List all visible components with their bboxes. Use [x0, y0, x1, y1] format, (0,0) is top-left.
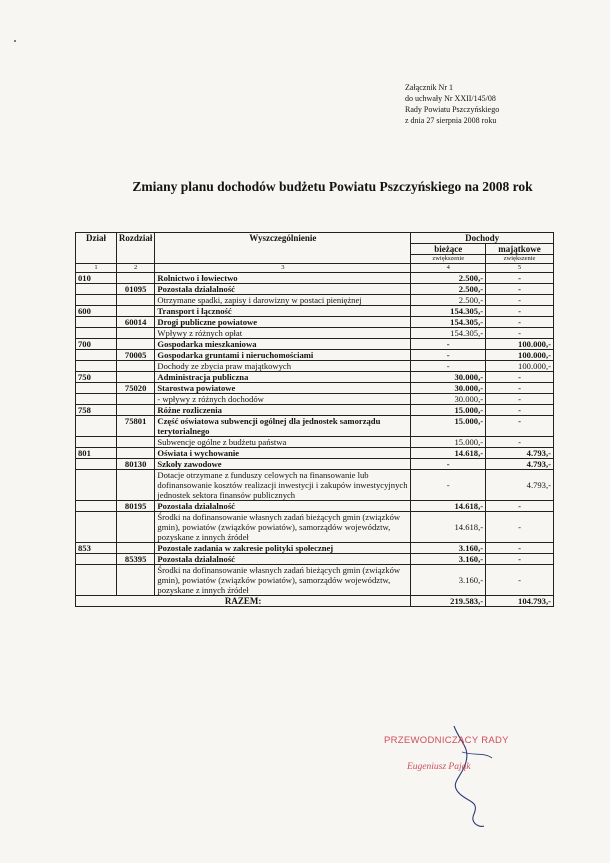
cell-description: Gospodarka gruntami i nieruchomościami	[155, 350, 411, 361]
cell-dzial: 758	[76, 405, 117, 416]
table-row	[76, 372, 554, 383]
cell-biezace: 30.000,-	[411, 394, 486, 405]
column-number: 3	[155, 264, 411, 273]
header-dzial: Dział	[76, 233, 117, 264]
cell-biezace: 30.000,-	[411, 383, 486, 394]
cell-dzial: 750	[76, 372, 117, 383]
table-row	[76, 284, 554, 295]
cell-majatkowe: -	[486, 328, 554, 339]
cell-description: Pozostała działalność	[155, 501, 411, 512]
cell-biezace: 14.618,-	[411, 448, 486, 459]
cell-dzial	[76, 501, 117, 512]
table-row	[76, 437, 554, 448]
cell-rozdzial: 80130	[116, 459, 155, 470]
table-row	[76, 339, 554, 350]
cell-majatkowe: -	[486, 306, 554, 317]
cell-biezace: 15.000,-	[411, 405, 486, 416]
total-label: RAZEM:	[76, 596, 411, 607]
cell-biezace: 154.305,-	[411, 317, 486, 328]
cell-dzial: 853	[76, 543, 117, 554]
cell-description: Dochody ze zbycia praw majątkowych	[155, 361, 411, 372]
cell-rozdzial	[116, 405, 155, 416]
cell-description: Administracja publiczna	[155, 372, 411, 383]
column-number: 4	[411, 264, 486, 273]
cell-biezace: 2.500,-	[411, 284, 486, 295]
scan-speck	[14, 40, 16, 42]
total-majatkowe: 104.793,-	[486, 596, 554, 607]
cell-majatkowe: -	[486, 284, 554, 295]
header-biezace: bieżące	[411, 244, 486, 255]
table-row	[76, 470, 554, 501]
cell-biezace: 15.000,-	[411, 437, 486, 448]
cell-rozdzial	[116, 273, 155, 284]
header-zwiekszenie-majatkowe: zwiększenie	[486, 255, 554, 264]
cell-description: Pozostała działalność	[155, 284, 411, 295]
annex-line: z dnia 27 sierpnia 2008 roku	[405, 116, 497, 125]
table-row	[76, 295, 554, 306]
table-row	[76, 512, 554, 543]
table-row	[76, 328, 554, 339]
table-row	[76, 383, 554, 394]
cell-dzial: 700	[76, 339, 117, 350]
cell-description: Starostwa powiatowe	[155, 383, 411, 394]
table-row	[76, 416, 554, 437]
cell-rozdzial	[116, 512, 155, 543]
cell-dzial	[76, 383, 117, 394]
cell-description: Gospodarka mieszkaniowa	[155, 339, 411, 350]
cell-majatkowe: -	[486, 405, 554, 416]
table-row	[76, 317, 554, 328]
table-row	[76, 565, 554, 596]
cell-majatkowe: -	[486, 512, 554, 543]
header-dochody: Dochody	[411, 233, 554, 244]
cell-biezace: -	[411, 470, 486, 501]
cell-biezace: 2.500,-	[411, 295, 486, 306]
cell-majatkowe: -	[486, 437, 554, 448]
cell-majatkowe: 100.000,-	[486, 350, 554, 361]
annex-line: Rady Powiatu Pszczyńskiego	[405, 105, 500, 114]
cell-rozdzial	[116, 437, 155, 448]
table-row	[76, 554, 554, 565]
cell-dzial	[76, 295, 117, 306]
cell-dzial	[76, 512, 117, 543]
cell-biezace: -	[411, 339, 486, 350]
cell-rozdzial: 80195	[116, 501, 155, 512]
cell-majatkowe: 100.000,-	[486, 361, 554, 372]
table-row	[76, 361, 554, 372]
cell-majatkowe: -	[486, 565, 554, 596]
cell-description: Wpływy z różnych opłat	[155, 328, 411, 339]
cell-biezace: 15.000,-	[411, 416, 486, 437]
cell-dzial	[76, 554, 117, 565]
cell-description: Drogi publiczne powiatowe	[155, 317, 411, 328]
cell-biezace: -	[411, 350, 486, 361]
cell-biezace: 3.160,-	[411, 543, 486, 554]
cell-rozdzial	[116, 372, 155, 383]
cell-dzial: 801	[76, 448, 117, 459]
cell-biezace: 2.500,-	[411, 273, 486, 284]
cell-biezace: 14.618,-	[411, 512, 486, 543]
cell-rozdzial	[116, 328, 155, 339]
cell-rozdzial: 60014	[116, 317, 155, 328]
cell-rozdzial	[116, 306, 155, 317]
cell-biezace: 3.160,-	[411, 554, 486, 565]
table-row	[76, 448, 554, 459]
cell-majatkowe: -	[486, 394, 554, 405]
cell-rozdzial	[116, 295, 155, 306]
header-majatkowe: majątkowe	[486, 244, 554, 255]
cell-biezace: 3.160,-	[411, 565, 486, 596]
annex-line: Załącznik Nr 1	[405, 83, 453, 92]
header-wyszczegolnienie: Wyszczególnienie	[155, 233, 411, 264]
cell-description: Część oświatowa subwencji ogólnej dla jednostek samorządu terytorialnego	[155, 416, 411, 437]
cell-majatkowe: -	[486, 416, 554, 437]
cell-majatkowe: -	[486, 273, 554, 284]
cell-majatkowe: -	[486, 317, 554, 328]
table-row	[76, 459, 554, 470]
cell-rozdzial	[116, 339, 155, 350]
table-row	[76, 306, 554, 317]
cell-rozdzial	[116, 565, 155, 596]
table-row	[76, 394, 554, 405]
cell-dzial	[76, 317, 117, 328]
column-number-row	[76, 264, 554, 273]
table-row	[76, 273, 554, 284]
cell-rozdzial: 01095	[116, 284, 155, 295]
cell-dzial	[76, 328, 117, 339]
cell-rozdzial: 75020	[116, 383, 155, 394]
cell-rozdzial	[116, 394, 155, 405]
cell-description: Różne rozliczenia	[155, 405, 411, 416]
cell-rozdzial: 70005	[116, 350, 155, 361]
cell-dzial	[76, 459, 117, 470]
table-row	[76, 543, 554, 554]
cell-majatkowe: -	[486, 543, 554, 554]
header-rozdzial: Rozdział	[116, 233, 155, 264]
total-row	[76, 596, 554, 607]
cell-description: Dotacje otrzymane z funduszy celowych na finansowanie lub dofinansowanie kosztów realizacji inwestycji i zakupów inwestycyjnych jednostek sektora finansów publicznych	[155, 470, 411, 501]
cell-description: Szkoły zawodowe	[155, 459, 411, 470]
cell-description: Pozostała działalność	[155, 554, 411, 565]
column-number: 2	[116, 264, 155, 273]
cell-rozdzial	[116, 470, 155, 501]
cell-majatkowe: -	[486, 372, 554, 383]
cell-dzial	[76, 350, 117, 361]
cell-description: Pozostałe zadania w zakresie polityki społecznej	[155, 543, 411, 554]
cell-biezace: 30.000,-	[411, 372, 486, 383]
cell-majatkowe: -	[486, 554, 554, 565]
stamp-name: Eugeniusz Pająk	[407, 762, 471, 772]
document-title: Zmiany planu dochodów budżetu Powiatu Pszczyńskiego na 2008 rok	[132, 179, 533, 194]
cell-dzial: 600	[76, 306, 117, 317]
annex-header	[405, 82, 499, 126]
cell-rozdzial	[116, 543, 155, 554]
budget-table	[75, 232, 554, 607]
cell-dzial	[76, 394, 117, 405]
cell-biezace: -	[411, 361, 486, 372]
column-number: 1	[76, 264, 117, 273]
header-row	[76, 233, 554, 244]
total-biezace: 219.583,-	[411, 596, 486, 607]
cell-rozdzial: 85395	[116, 554, 155, 565]
cell-dzial	[76, 470, 117, 501]
table-row	[76, 501, 554, 512]
cell-dzial	[76, 565, 117, 596]
cell-description: Rolnictwo i łowiectwo	[155, 273, 411, 284]
cell-majatkowe: 4.793,-	[486, 459, 554, 470]
cell-rozdzial	[116, 361, 155, 372]
cell-description: Środki na dofinansowanie własnych zadań bieżących gmin (związków gmin), powiatów (związków powiatów), samorządów województw, pozyskane z innych źródeł	[155, 565, 411, 596]
stamp-title: PRZEWODNICZĄCY RADY	[384, 735, 509, 746]
cell-majatkowe: 100.000,-	[486, 339, 554, 350]
cell-majatkowe: -	[486, 295, 554, 306]
column-number: 5	[486, 264, 554, 273]
cell-majatkowe: -	[486, 501, 554, 512]
cell-dzial: 010	[76, 273, 117, 284]
cell-rozdzial	[116, 448, 155, 459]
cell-dzial	[76, 361, 117, 372]
table-body	[76, 273, 554, 596]
cell-biezace: 154.305,-	[411, 306, 486, 317]
table-row	[76, 405, 554, 416]
cell-description: - wpływy z różnych dochodów	[155, 394, 411, 405]
cell-description: Subwencje ogólne z budżetu państwa	[155, 437, 411, 448]
cell-majatkowe: 4.793,-	[486, 470, 554, 501]
cell-dzial	[76, 284, 117, 295]
cell-biezace: 14.618,-	[411, 501, 486, 512]
cell-majatkowe: -	[486, 383, 554, 394]
table-row	[76, 350, 554, 361]
cell-description: Transport i łączność	[155, 306, 411, 317]
annex-line: do uchwały Nr XXII/145/08	[405, 94, 496, 103]
cell-biezace: 154.305,-	[411, 328, 486, 339]
cell-description: Otrzymane spadki, zapisy i darowizny w postaci pieniężnej	[155, 295, 411, 306]
header-zwiekszenie-biezace: zwiększenie	[411, 255, 486, 264]
cell-description: Oświata i wychowanie	[155, 448, 411, 459]
cell-dzial	[76, 437, 117, 448]
cell-description: Środki na dofinansowanie własnych zadań bieżących gmin (związków gmin), powiatów (związków powiatów), samorządów województw, pozyskane z innych źródeł	[155, 512, 411, 543]
cell-dzial	[76, 416, 117, 437]
cell-majatkowe: 4.793,-	[486, 448, 554, 459]
cell-biezace: -	[411, 459, 486, 470]
cell-rozdzial: 75801	[116, 416, 155, 437]
